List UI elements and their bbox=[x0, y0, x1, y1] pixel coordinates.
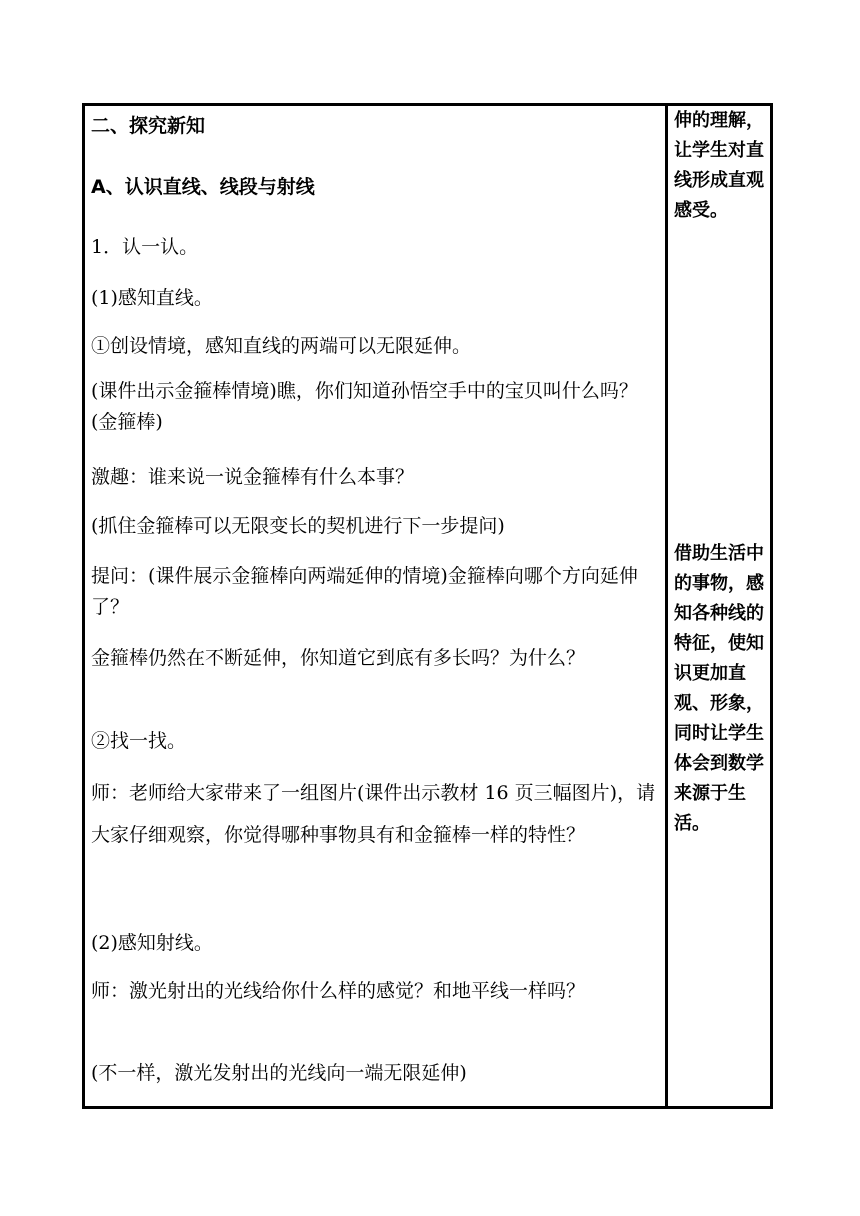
paragraph: 师：老师给大家带来了一组图片(课件出示教材 16 页三幅图片)，请大家仔细观察，你觉得哪种事物具有和金箍棒一样的特性？ bbox=[91, 782, 656, 846]
paragraph: ①创设情境，感知直线的两端可以无限延伸。 bbox=[91, 335, 472, 357]
paragraph: (抓住金箍棒可以无限变长的契机进行下一步提问) bbox=[91, 515, 505, 537]
paragraph: 金箍棒仍然在不断延伸，你知道它到底有多长吗？为什么？ bbox=[91, 647, 586, 669]
paragraph: (2)感知射线。 bbox=[91, 932, 213, 954]
lesson-table bbox=[82, 103, 773, 1109]
side-note-2: 借助生活中的事物，感知各种线的特征，使知识更加直观、形象，同时让学生体会到数学来源于生活。 bbox=[674, 543, 764, 834]
paragraph: (课件出示金箍棒情境)瞧，你们知道孙悟空手中的宝贝叫什么吗？(金箍棒) bbox=[91, 380, 638, 433]
paragraph: 提问：(课件展示金箍棒向两端延伸的情境)金箍棒向哪个方向延伸了？ bbox=[91, 565, 638, 618]
section-heading: 二、探究新知 bbox=[91, 115, 206, 137]
side-note-1: 伸的理解，让学生对直线形成直观感受。 bbox=[674, 110, 764, 221]
paragraph: 1．认一认。 bbox=[91, 236, 199, 258]
paragraph: 激趣：谁来说一说金箍棒有什么本事？ bbox=[91, 466, 415, 488]
paragraph: (不一样，激光发射出的光线向一端无限延伸) bbox=[91, 1062, 467, 1084]
paragraph: ②找一找。 bbox=[91, 730, 187, 752]
section-subheading: A、认识直线、线段与射线 bbox=[91, 176, 315, 198]
paragraph: 师：激光射出的光线给你什么样的感觉？和地平线一样吗？ bbox=[91, 980, 586, 1002]
paragraph: (1)感知直线。 bbox=[91, 287, 213, 309]
column-divider bbox=[665, 106, 668, 1106]
